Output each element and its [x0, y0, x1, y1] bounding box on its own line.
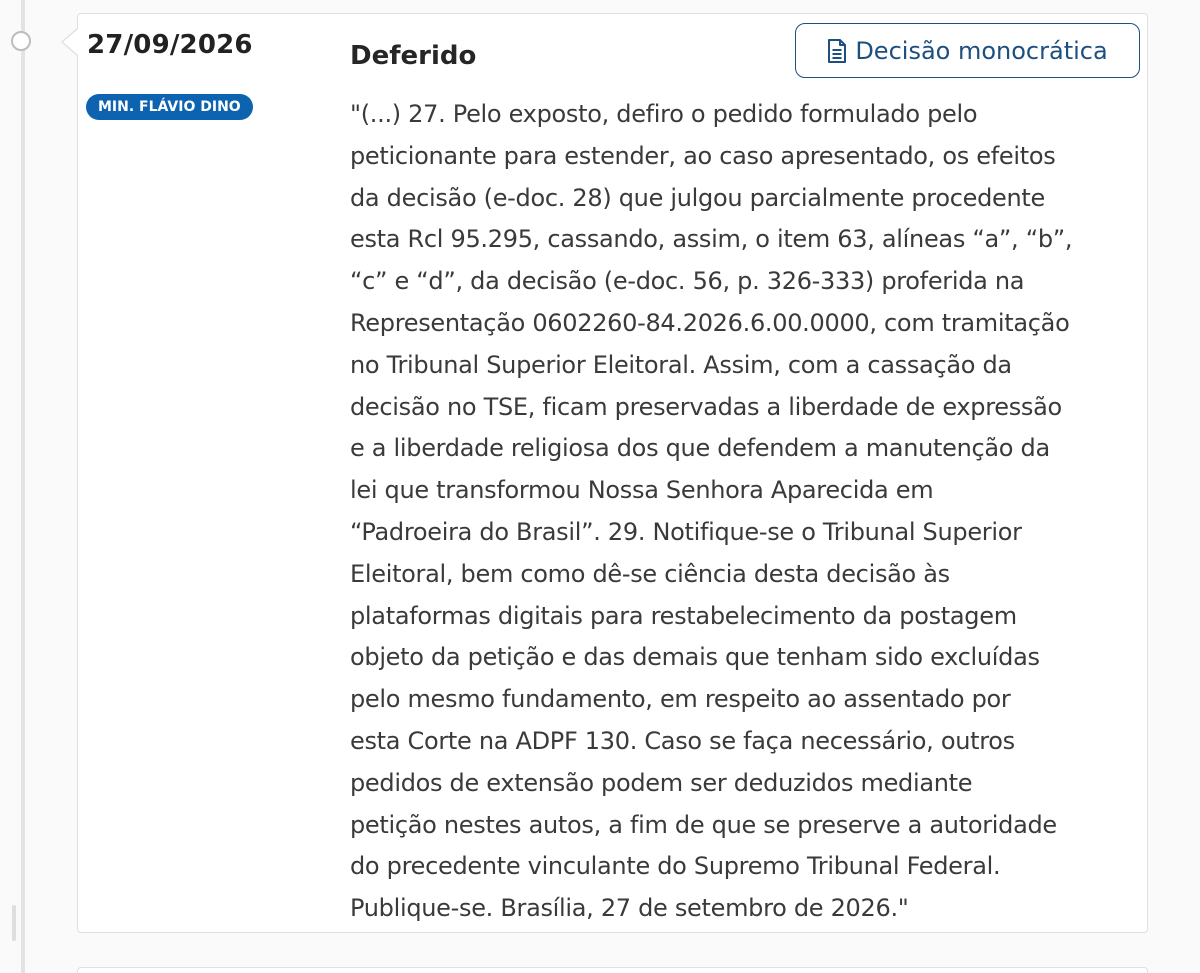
- timeline-dot: [11, 31, 31, 51]
- minister-badge: MIN. FLÁVIO DINO: [86, 94, 253, 120]
- decision-document-button-label: Decisão monocrática: [855, 36, 1108, 65]
- entry-status: Deferido: [350, 41, 477, 71]
- decision-text: "(...) 27. Pelo exposto, defiro o pedido formulado pelo peticionante para estender, ao caso apresentado, os efeitos da decisão (e-doc. 28) que julgou parcialmente procedente esta Rcl 95.295, cassando, assim, o item 63, alíneas “a”, “b”, “c” e “d”, da decisão (e-doc. 56, p. 326-333) proferida na Representação 0602260-84.2026.6.00.0000, com tramitação no Tribunal Superior Eleitoral. Assim, com a cassação da decisão no TSE, ficam preservadas a liberdade de expressão e a liberdade religiosa dos que defendem a manutenção da lei que transformou Nossa Senhora Aparecida em “Padroeira do Brasil”. 29. Notifique-se o Tribunal Superior Eleitoral, bem como dê-se ciência desta decisão às plataformas digitais para restabelecimento da postagem objeto da petição e das demais que tenham sido excluídas pelo mesmo fundamento, em respeito ao assentado por esta Corte na ADPF 130. Caso se faça necessário, outros pedidos de extensão podem ser deduzidos mediante petição nestes autos, a fim de que se preserve a autoridade do precedente vinculante do Supremo Tribunal Federal. Publique-se. Brasília, 27 de setembro de 2026.": [350, 100, 1073, 923]
- scrollbar-stub: [12, 905, 16, 941]
- document-icon: [827, 39, 847, 63]
- timeline-line: [21, 0, 25, 973]
- decision-document-button[interactable]: [795, 23, 1140, 78]
- card-pointer: [63, 29, 78, 55]
- next-timeline-entry-card: [77, 967, 1148, 973]
- entry-date: 27/09/2026: [87, 30, 253, 60]
